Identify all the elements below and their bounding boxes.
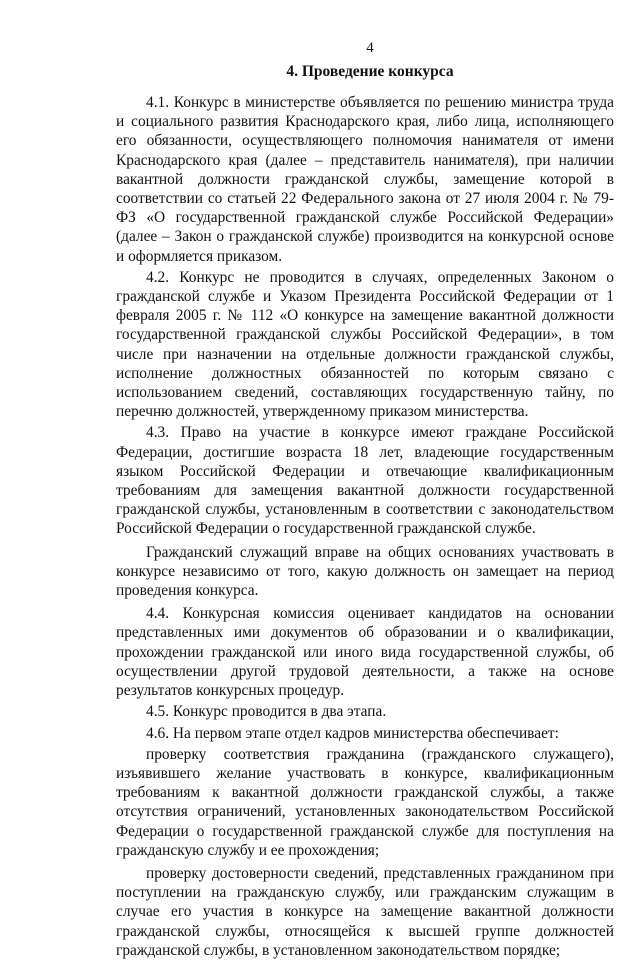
paragraph-check-compliance: проверку соответствия гражданина (гражданского служащего), изъявившего желание участвовать в конкурсе, квалификационным требованиям к вакантной должности гражданской службы, а также отсутствия ограничений, установленных законодательством Российской Федерации о государственной гражданской службе для поступления на гражданскую службу и ее прохождения;: [116, 745, 614, 859]
paragraph-4-2: 4.2. Конкурс не проводится в случаях, определенных Законом о гражданской службе и Указом Президента Российской Федерации от 1 февраля 2005 г. № 112 «О конкурсе на замещение вакантной должности государственной гражданской службы Российской Федерации», в том числе при назначении на отдельные должности гражданской службы, исполнение должностных обязанностей по которым связано с использованием сведений, составляющих государственную тайну, по перечню должностей, утвержденному приказом министерства.: [116, 268, 614, 421]
paragraph-4-6: 4.6. На первом этапе отдел кадров министерства обеспечивает:: [146, 724, 559, 742]
section-title: 4. Проведение конкурса: [286, 63, 454, 80]
paragraph-civil-servant: Гражданский служащий вправе на общих основаниях участвовать в конкурсе независимо от того, какую должность он замещает на период проведения конкурса.: [116, 543, 614, 600]
page-number: 4: [366, 40, 374, 56]
paragraph-4-4: 4.4. Конкурсная комиссия оценивает кандидатов на основании представленных ими документов об образовании и о квалификации, прохождении гражданской или иного вида государственной службы, об осуществлении другой трудовой деятельности, а также на основе результатов конкурсных процедур.: [116, 605, 614, 700]
paragraph-4-5: 4.5. Конкурс проводится в два этапа.: [146, 703, 387, 721]
paragraph-check-reliability: проверку достоверности сведений, представленных гражданином при поступлении на гражданскую службу, или гражданским служащим в случае его участия в конкурсе на замещение вакантной должности гражданской службы, относящейся к высшей группе должностей гражданской службы, в установленном законодательством порядке;: [116, 864, 614, 959]
paragraph-4-1: 4.1. Конкурс в министерстве объявляется по решению министра труда и социального развития Краснодарского края, либо лица, исполняющего его обязанности, осуществляющего полномочия нанимателя от имени Краснодарского края (далее – представитель нанимателя), при наличии вакантной должности гражданской службы, замещение которой в соответствии со статьей 22 Федерального закона от 27 июля 2004 г. № 79-ФЗ «О государственной гражданской службе Российской Федерации» (далее – Закон о гражданской службе) производится на конкурсной основе и оформляется приказом.: [116, 94, 614, 265]
paragraph-4-3: 4.3. Право на участие в конкурсе имеют граждане Российской Федерации, достигшие возраста 18 лет, владеющие государственным языком Российской Федерации и отвечающие квалификационным требованиям для замещения вакантной должности государственной гражданской службы, установленным в соответствии с законодательством Российской Федерации о государственной гражданской службе.: [116, 424, 614, 538]
